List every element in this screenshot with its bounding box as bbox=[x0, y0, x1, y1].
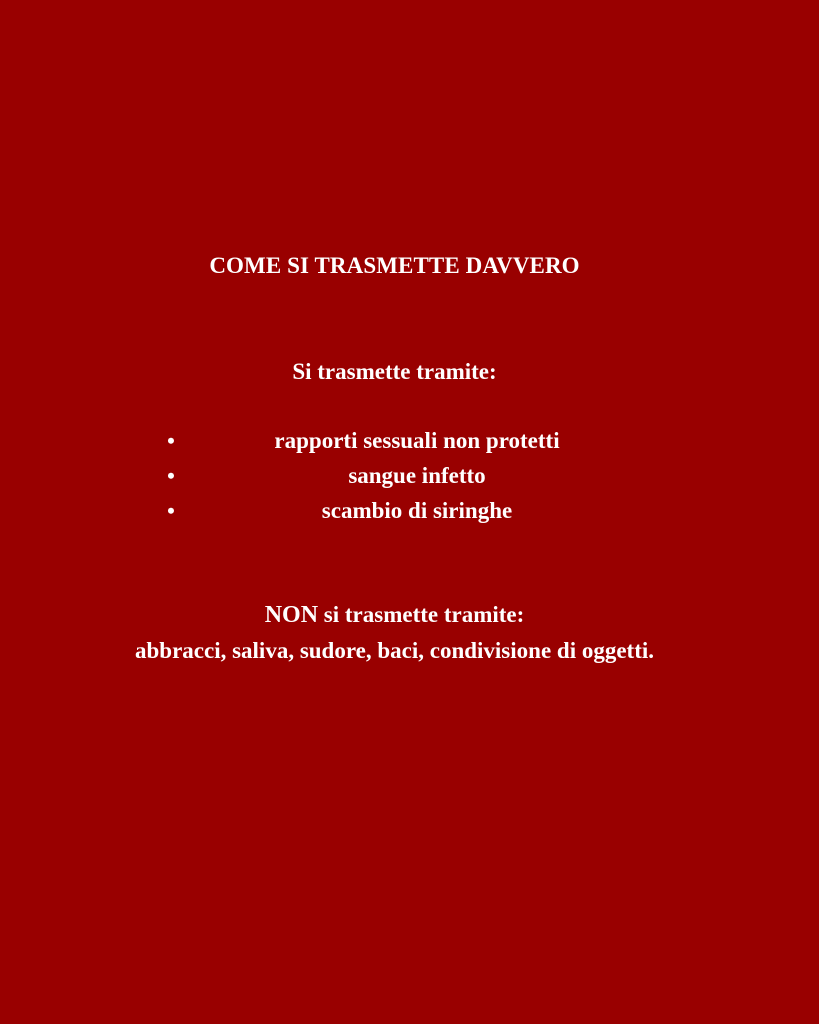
page-title: COME SI TRASMETTE DAVVERO bbox=[209, 253, 580, 278]
bullet-icon: • bbox=[167, 463, 175, 488]
list-item-text: scambio di siringhe bbox=[321, 498, 513, 523]
bullet-icon: • bbox=[167, 498, 175, 523]
list-item bbox=[0, 425, 819, 460]
not-transmitted-items: abbracci, saliva, sudore, baci, condivisione di oggetti. bbox=[134, 638, 655, 663]
transmitted-intro: Si trasmette tramite: bbox=[292, 359, 497, 384]
non-emphasis: NON bbox=[264, 602, 319, 628]
not-transmitted-section bbox=[100, 597, 689, 668]
list-item-text: sangue infetto bbox=[348, 463, 486, 488]
transmission-list bbox=[0, 425, 819, 530]
list-item-text: rapporti sessuali non protetti bbox=[274, 428, 560, 453]
list-item bbox=[0, 460, 819, 495]
bullet-icon: • bbox=[167, 428, 175, 453]
not-transmitted-heading bbox=[100, 597, 689, 633]
not-transmitted-heading-text: si trasmette tramite: bbox=[318, 602, 525, 627]
list-item bbox=[0, 495, 819, 530]
